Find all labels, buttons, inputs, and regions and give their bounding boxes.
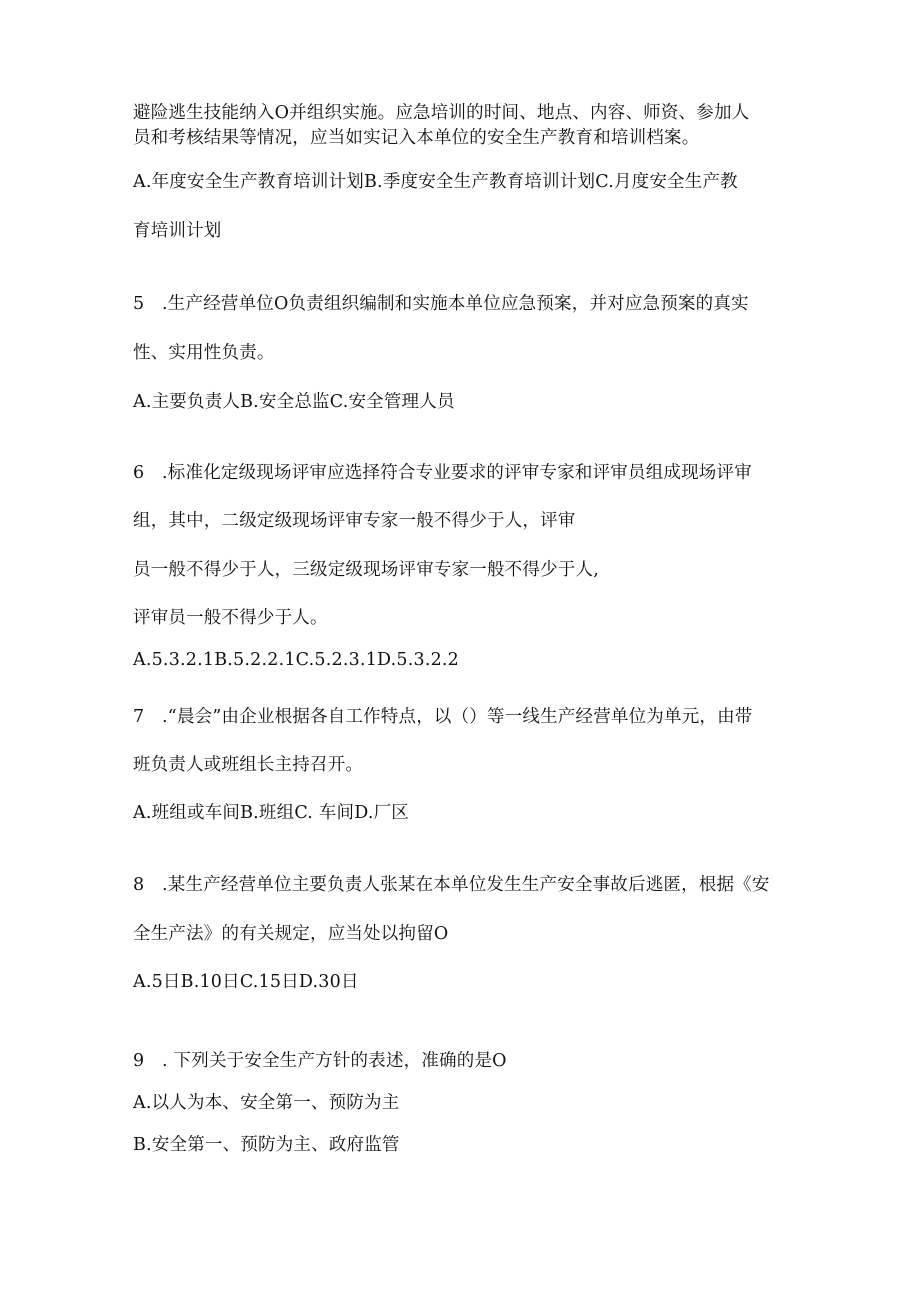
question-5-line-1: 5 .生产经营单位O负责组织编制和实施本单位应急预案，并对应急预案的真实 xyxy=(133,294,749,314)
options-q4-line-2: 育培训计划 xyxy=(133,221,222,241)
options-q4-line-1: A.年度安全生产教育培训计划B.季度安全生产教育培训计划C.月度安全生产教 xyxy=(133,172,738,192)
question-6-line-1: 6 .标准化定级现场评审应选择符合专业要求的评审专家和评审员组成现场评审 xyxy=(133,463,752,483)
option-q9-a: A.以人为本、安全第一、预防为主 xyxy=(133,1093,400,1113)
question-7-line-1: 7 .“晨会”由企业根据各自工作特点，以（）等一线生产经营单位为单元，由带 xyxy=(133,707,753,727)
question-8-line-1: 8 .某生产经营单位主要负责人张某在本单位发生生产安全事故后逃匿，根据《安 xyxy=(133,875,770,895)
options-q5: A.主要负责人B.安全总监C.安全管理人员 xyxy=(133,392,455,412)
question-6-line-4: 评审员一般不得少于人。 xyxy=(133,608,328,628)
question-6-line-3: 员一般不得少于人，三级定级现场评审专家一般不得少于人, xyxy=(133,560,599,580)
question-8-line-2: 全生产法》的有关规定，应当处以拘留O xyxy=(133,924,449,944)
options-q8: A.5日B.10日C.15日D.30日 xyxy=(133,972,359,992)
question-6-line-2: 组，其中，二级定级现场评审专家一般不得少于人，评审 xyxy=(133,511,576,531)
question-7-line-2: 班负责人或班组长主持召开。 xyxy=(133,755,364,775)
options-q7: A.班组或车间B.班组C. 车间D.厂区 xyxy=(133,803,409,823)
options-q6: A.5.3.2.1B.5.2.2.1C.5.2.3.1D.5.3.2.2 xyxy=(133,650,460,670)
question-5-line-2: 性、实用性负责。 xyxy=(133,343,275,363)
question-9: 9 . 下列关于安全生产方针的表述，准确的是O xyxy=(133,1051,507,1071)
option-q9-b: B.安全第一、预防为主、政府监管 xyxy=(133,1135,400,1155)
text-line-training-plan-1: 避险逃生技能纳入O并组织实施。应急培训的时间、地点、内容、师资、参加人 xyxy=(133,103,750,123)
text-line-training-plan-2: 员和考核结果等情况，应当如实记入本单位的安全生产教育和培训档案。 xyxy=(133,128,700,148)
